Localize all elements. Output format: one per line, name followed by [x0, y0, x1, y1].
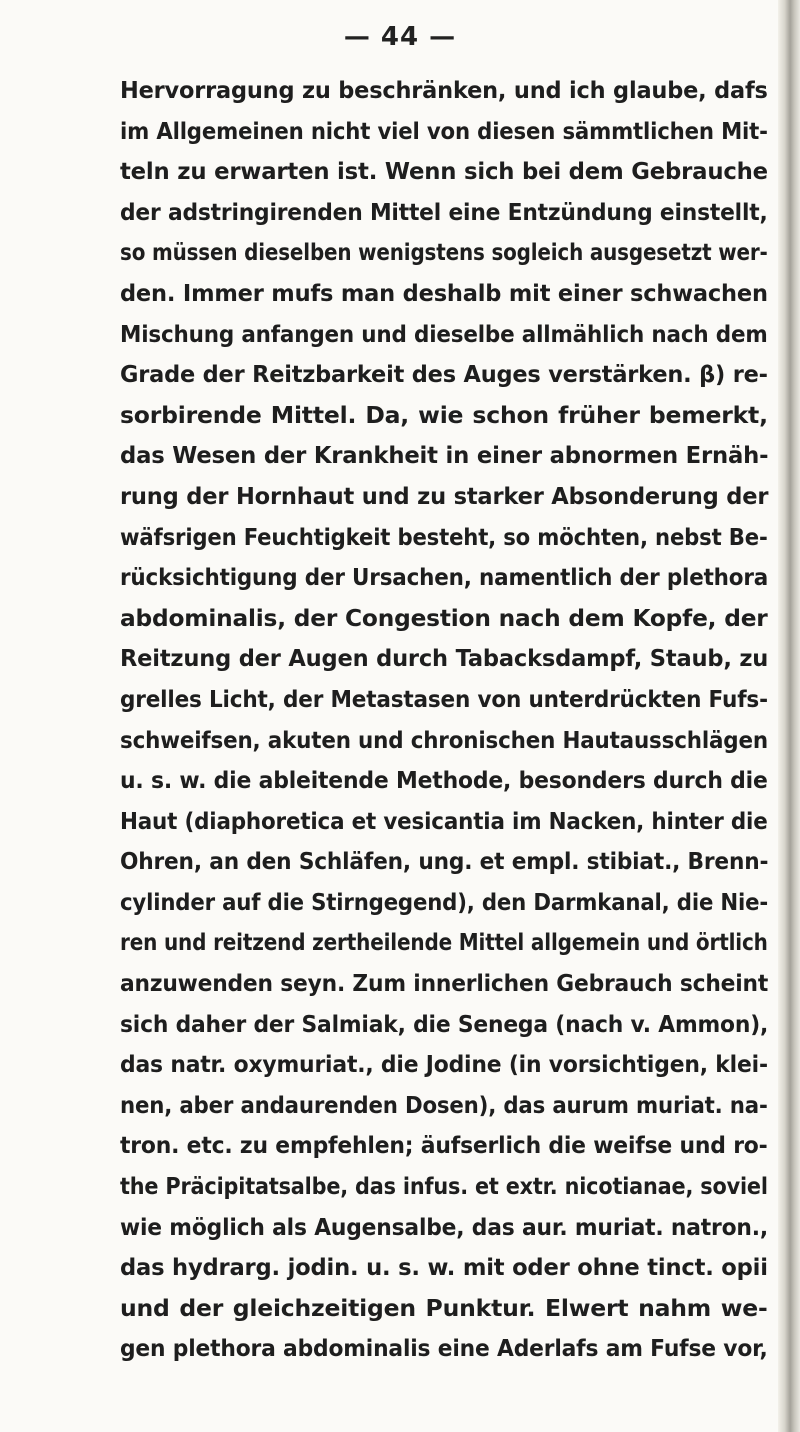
text-line: tron. etc. zu empfehlen; äufserlich die weifse und ro-: [120, 1131, 768, 1160]
text-line: sich daher der Salmiak, die Senega (nach v. Ammon),: [120, 1009, 769, 1038]
text-line: das hydrarg. jodin. u. s. w. mit oder ohne tinct. opii: [120, 1253, 768, 1282]
text-line: Reitzung der Augen durch Tabacksdampf, Staub, zu: [120, 644, 769, 673]
text-line: rung der Hornhaut und zu starker Absonderung der: [120, 481, 769, 510]
text-line: Haut (diaphoretica et vesicantia im Nacken, hinter die: [120, 806, 768, 835]
text-line: Grade der Reitzbarkeit des Auges verstärken. β) re-: [120, 360, 768, 389]
text-line: gen plethora abdominalis eine Aderlafs am Fufse vor,: [120, 1334, 768, 1363]
text-line: wie möglich als Augensalbe, das aur. muriat. natron.,: [120, 1212, 768, 1241]
text-line: den. Immer mufs man deshalb mit einer schwachen: [120, 278, 768, 307]
text-line: der adstringirenden Mittel eine Entzündung einstellt,: [120, 197, 768, 226]
text-line: wäfsrigen Feuchtigkeit besteht, so möchten, nebst Be-: [120, 522, 768, 551]
text-line: cylinder auf die Stirngegend), den Darmkanal, die Nie-: [120, 887, 769, 916]
page-edge-shadow: [778, 0, 800, 1432]
text-line: das Wesen der Krankheit in einer abnormen Ernäh-: [120, 441, 769, 470]
text-line: im Allgemeinen nicht viel von diesen sämmtlichen Mit-: [120, 116, 768, 145]
text-line: Mischung anfangen und dieselbe allmählich nach dem: [120, 319, 768, 348]
text-line: anzuwenden seyn. Zum innerlichen Gebrauch scheint: [120, 969, 769, 998]
page-number: — 44 —: [343, 22, 457, 52]
text-line: so müssen dieselben wenigstens sogleich ausgesetzt wer-: [120, 238, 768, 267]
text-line: ren und reitzend zertheilende Mittel allgemein und örtlich: [120, 928, 768, 957]
text-line: nen, aber andaurenden Dosen), das aurum muriat. na-: [120, 1090, 768, 1119]
text-line: abdominalis, der Congestion nach dem Kopfe, der: [120, 603, 768, 632]
text-line: grelles Licht, der Metastasen von unterdrückten Fufs-: [120, 684, 768, 713]
text-line: the Präcipitatsalbe, das infus. et extr. nicotianae, soviel: [120, 1172, 768, 1201]
text-line: Ohren, an den Schläfen, ung. et empl. stibiat., Brenn-: [120, 847, 769, 876]
text-line: teln zu erwarten ist. Wenn sich bei dem Gebrauche: [120, 157, 768, 186]
text-line: und der gleichzeitigen Punktur. Elwert nahm we-: [120, 1293, 768, 1322]
text-line: Hervorragung zu beschränken, und ich glaube, dafs: [120, 76, 768, 104]
text-line: sorbirende Mittel. Da, wie schon früher bemerkt,: [120, 400, 768, 429]
text-line: rücksichtigung der Ursachen, namentlich der plethora: [120, 563, 769, 592]
text-line: u. s. w. die ableitende Methode, besonders durch die: [120, 766, 768, 795]
text-line: schweifsen, akuten und chronischen Hautausschlägen: [120, 725, 768, 754]
body-text: [120, 70, 780, 1369]
text-line: das natr. oxymuriat., die Jodine (in vorsichtigen, klei-: [120, 1050, 768, 1079]
